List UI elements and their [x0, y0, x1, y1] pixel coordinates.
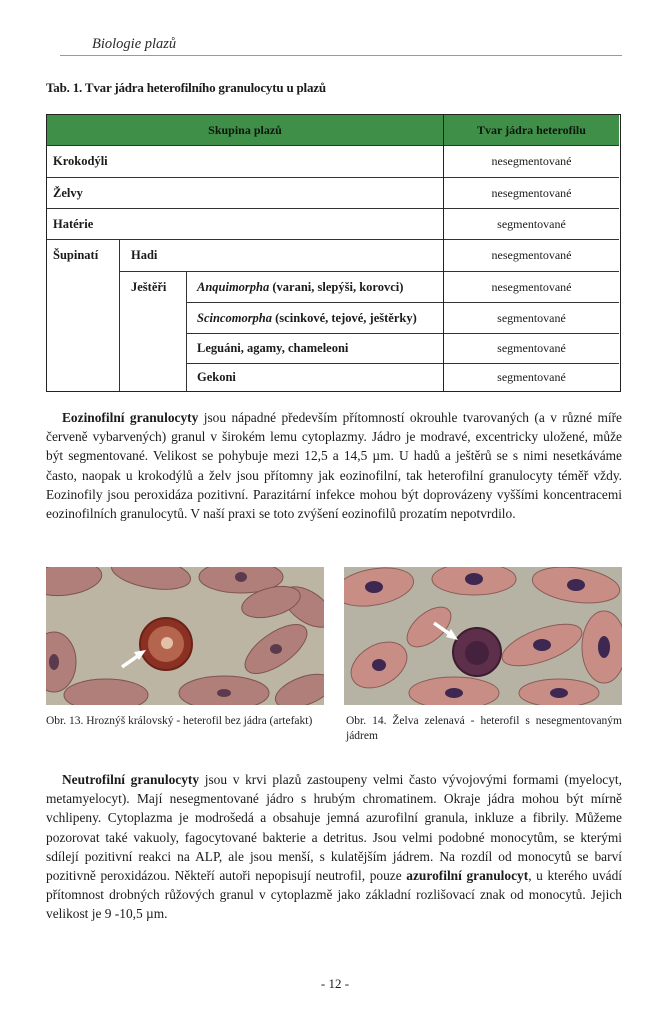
cell-nucleus-shape: nesegmentované — [491, 248, 572, 262]
cell-nucleus-shape: segmentované — [497, 341, 566, 355]
figure-14-caption: Obr. 14. Želva zelenavá - heterofil s nesegmentovaným jádrem — [346, 715, 622, 742]
heterophil-table — [46, 114, 621, 392]
micrograph-boa — [46, 567, 324, 705]
taxon-italic: Anquimorpha — [197, 279, 270, 294]
taxon-rest: (varani, slepýši, korovci) — [269, 279, 404, 294]
cell-nucleus-shape: nesegmentované — [491, 154, 572, 168]
col-divider — [186, 271, 187, 391]
table-header-group: Skupina plazů — [47, 115, 443, 145]
cell-subgroup: Ještěři — [131, 279, 167, 294]
taxon-italic: Scincomorpha — [197, 310, 273, 325]
cell-nucleus-shape: segmentované — [497, 370, 566, 384]
taxon-rest: (scinkové, tejové, ještěrky) — [272, 310, 417, 325]
cell-taxon — [197, 303, 417, 333]
cell-nucleus-shape: segmentované — [497, 216, 566, 231]
cell-group: Krokodýli — [53, 154, 108, 168]
cell-taxon — [197, 272, 403, 302]
page-number: - 12 - — [320, 976, 350, 991]
table-header-nucleus: Tvar jádra heterofilu — [444, 115, 619, 145]
cell-group: Hatérie — [53, 216, 94, 231]
cell-taxon: Leguáni, agamy, chameleoni — [197, 341, 349, 355]
paragraph-text: jsou v krvi plazů zastoupeny velmi často vývojovými formami (myelocyt, metamyelocyt). Mají nesegmentované jádro s hrubým chromatinem. Okraje jádra mohou být mírně vchlipeny. Cytoplazma je modrošedá a obsahuje jemná azurofilní granula, inkluze a fibrily. Můžeme pozorovat také vakuoly, fagocytované bakterie a detritus. Jsou velmi podobné monocytům, se kterými sdílejí pozitivní reakci na ALP, ale jsou menší, s kulatějším jádrem. Na rozdíl od monocytů se barví pozitivně peroxidázou. Někteří autoři nepopisují neutrofil, pouze — [46, 772, 622, 884]
cell-nucleus-shape: nesegmentované — [491, 185, 572, 200]
cell-subgroup: Hadi — [131, 248, 158, 262]
term-azurophil: azurofilní granulocyt — [406, 868, 529, 884]
running-head: Biologie plazů — [92, 36, 177, 52]
cell-nucleus-shape: segmentované — [497, 310, 566, 325]
cell-nucleus-shape: nesegmentované — [491, 279, 572, 294]
paragraph-neutrophils — [46, 770, 622, 924]
cell-taxon: Gekoni — [197, 370, 236, 384]
figure-13-caption: Obr. 13. Hroznýš královský - heterofil bez jádra (artefakt) — [46, 715, 313, 727]
term-neutrophils: Neutrofilní granulocyty — [62, 772, 200, 787]
table-caption: Tab. 1. Tvar jádra heterofilního granulocytu u plazů — [46, 80, 326, 95]
cell-group: Šupinatí — [53, 248, 99, 262]
term-eosinophils: Eozinofilní granulocyty — [62, 410, 199, 425]
col-divider — [119, 239, 120, 391]
paragraph-eosinophils — [46, 408, 622, 523]
paragraph-text: , u kterého uvádí přítomnost drobných růžových granul v cytoplazmě jako základní rozlišovací znak od monocytů. Jejich velikost je 9 -10,5 µm. — [46, 868, 622, 922]
header-rule — [60, 55, 622, 56]
micrograph-turtle — [344, 567, 622, 705]
cell-group: Želvy — [53, 185, 83, 200]
paragraph-text: jsou nápadné především přítomností okrouhle tvarovaných (a v různé míře červeně vybarvených) granul v širokém lemu cytoplazmy. Jádro je modravé, excentricky uložené, může být segmentované. Velikost se pohybuje mezi 12,5 a 14,5 µm. U hadů a ještěrů se s nimi nesetkáváme často, naopak u krokodýlů a želv jsou přítomny jak eozinofilní, tak heterofilní granulocyty téměř vždy. Eozinofily jsou peroxidáza pozitivní. Parazitární infekce mohou být doprovázeny vyššími koncentracemi eozinofilních granulocytů. V naší praxi se toto zvýšení eozinofilů prozatím nepotvrdilo. — [46, 410, 622, 522]
